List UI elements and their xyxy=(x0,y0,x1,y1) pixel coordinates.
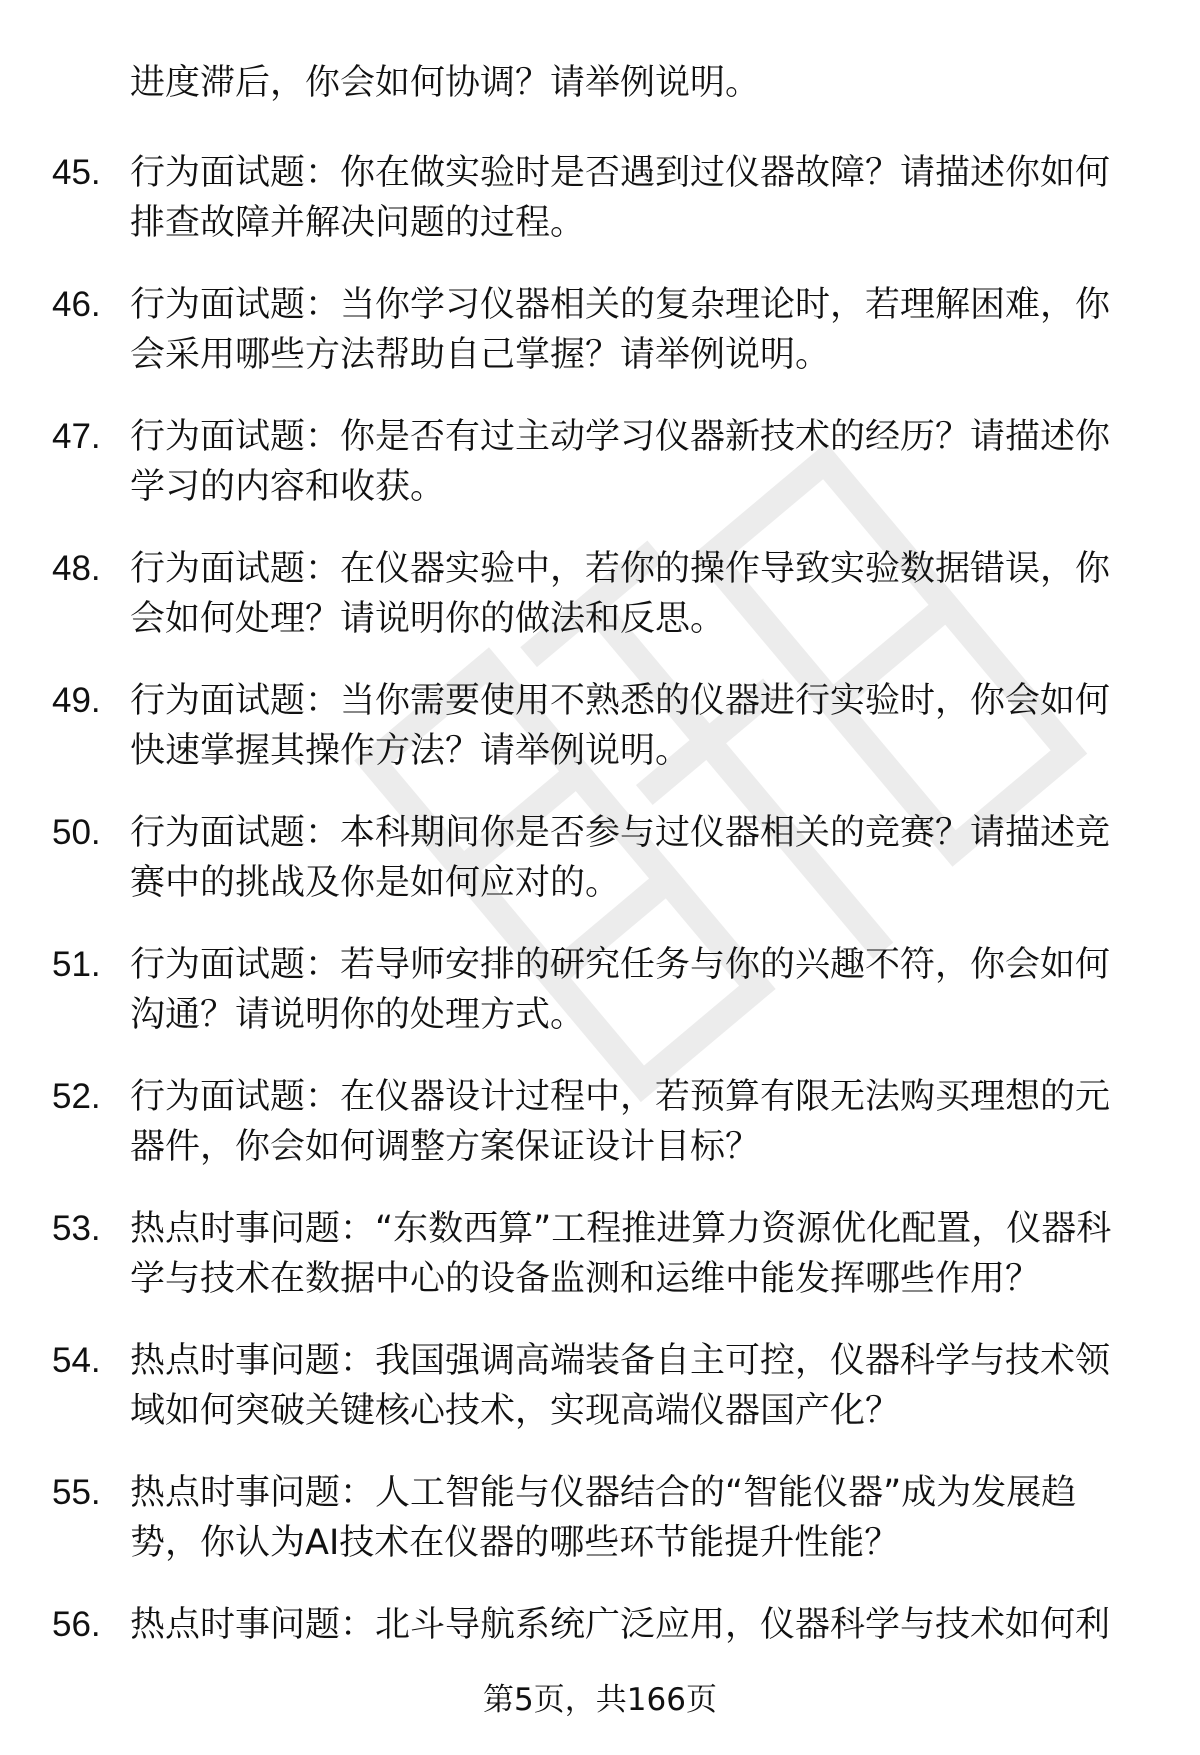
question-text: 行为面试题：本科期间你是否参与过仪器相关的竞赛？请描述竞赛中的挑战及你是如何应对的。 xyxy=(130,813,1111,903)
question-item xyxy=(0,1468,1140,1568)
question-number: 50. xyxy=(52,813,101,852)
question-number: 56. xyxy=(52,1605,101,1644)
question-item xyxy=(0,676,1140,776)
question-number: 54. xyxy=(52,1341,101,1380)
question-text: 热点时事问题：“东数西算”工程推进算力资源优化配置，仪器科学与技术在数据中心的设备监测和运维中能发挥哪些作用？ xyxy=(130,1209,1112,1299)
question-number: 45. xyxy=(52,153,101,192)
question-number: 49. xyxy=(52,681,101,720)
question-text: 热点时事问题：北斗导航系统广泛应用，仪器科学与技术如何利 xyxy=(130,1605,1111,1645)
question-text: 行为面试题：若导师安排的研究任务与你的兴趣不符，你会如何沟通？请说明你的处理方式。 xyxy=(130,945,1111,1035)
question-item xyxy=(0,808,1140,908)
question-text: 行为面试题：你是否有过主动学习仪器新技术的经历？请描述你学习的内容和收获。 xyxy=(130,417,1111,507)
question-list xyxy=(0,148,1200,1682)
question-item xyxy=(0,1204,1140,1304)
question-number: 48. xyxy=(52,549,101,588)
question-text: 行为面试题：在仪器设计过程中，若预算有限无法购买理想的元器件，你会如何调整方案保证设计目标？ xyxy=(130,1077,1111,1167)
question-item xyxy=(0,280,1140,380)
question-text: 行为面试题：在仪器实验中，若你的操作导致实验数据错误，你会如何处理？请说明你的做法和反思。 xyxy=(130,549,1111,639)
question-text: 行为面试题：当你需要使用不熟悉的仪器进行实验时，你会如何快速掌握其操作方法？请举例说明。 xyxy=(130,681,1111,771)
question-item xyxy=(0,544,1140,644)
question-number: 53. xyxy=(52,1209,101,1248)
page-number-footer: 第5页，共166页 xyxy=(483,1682,717,1718)
question-item xyxy=(0,412,1140,512)
question-item xyxy=(0,1336,1140,1436)
question-item xyxy=(0,148,1140,248)
question-number: 52. xyxy=(52,1077,101,1116)
question-number: 51. xyxy=(52,945,101,984)
question-text: 热点时事问题：我国强调高端装备自主可控，仪器科学与技术领域如何突破关键核心技术，实现高端仪器国产化？ xyxy=(130,1341,1111,1431)
question-text: 行为面试题：当你学习仪器相关的复杂理论时，若理解困难，你会采用哪些方法帮助自己掌握？请举例说明。 xyxy=(130,285,1111,375)
question-item xyxy=(0,1072,1140,1172)
question-number: 47. xyxy=(52,417,101,456)
question-text: 热点时事问题：人工智能与仪器结合的“智能仪器”成为发展趋势，你认为AI技术在仪器的哪些环节能提升性能？ xyxy=(130,1473,1077,1563)
question-item xyxy=(0,940,1140,1040)
question-number: 46. xyxy=(52,285,101,324)
question-item xyxy=(0,1600,1140,1650)
question-text: 行为面试题：你在做实验时是否遇到过仪器故障？请描述你如何排查故障并解决问题的过程。 xyxy=(130,153,1111,243)
continued-question-text: 进度滞后，你会如何协调？请举例说明。 xyxy=(130,63,761,103)
question-number: 55. xyxy=(52,1473,101,1512)
